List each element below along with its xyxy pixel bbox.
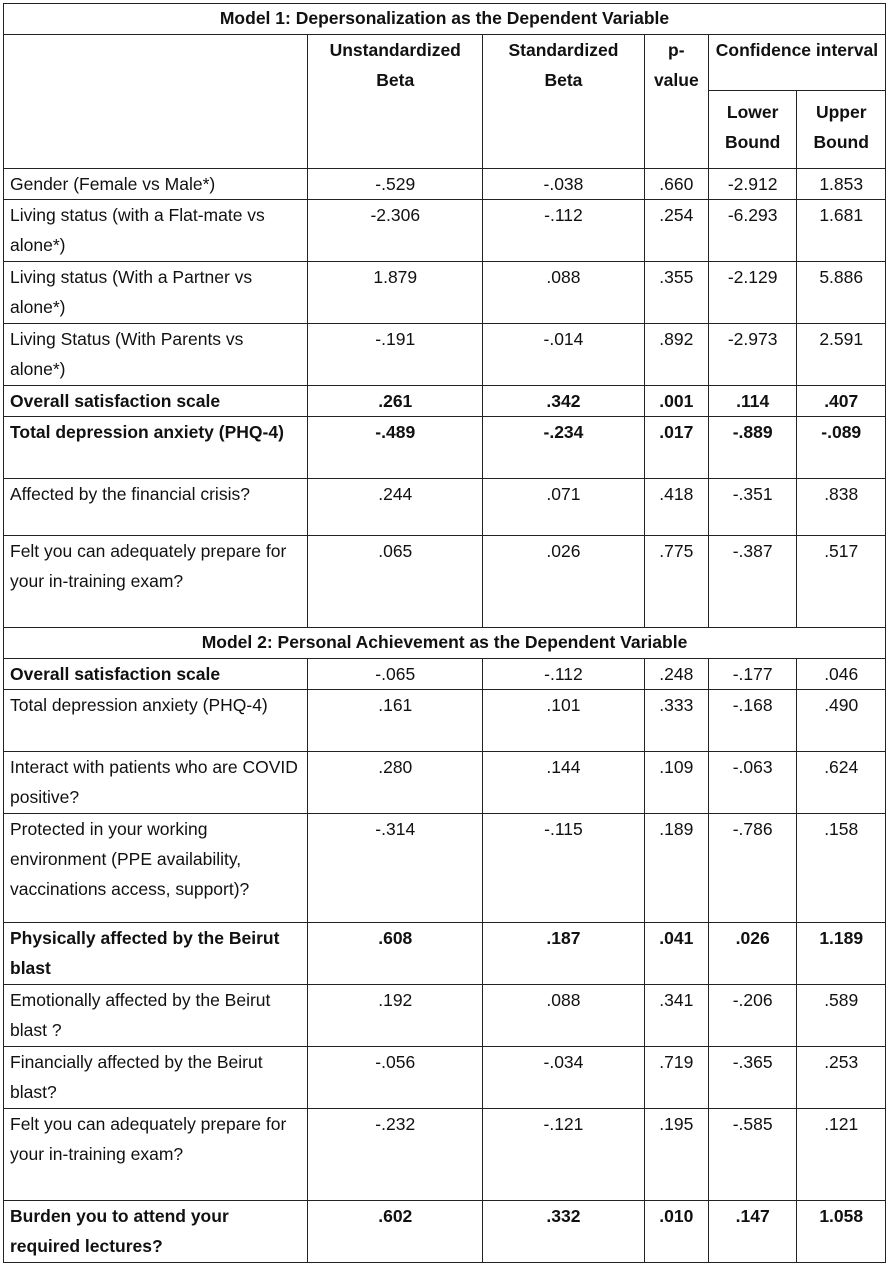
p-value-cell: .109 [644, 752, 708, 814]
header-lower-bound: Lower Bound [708, 91, 797, 169]
unstandardized-beta-cell: .065 [308, 536, 483, 628]
table-row [4, 985, 886, 1047]
p-value-cell: .355 [644, 262, 708, 324]
model2-title: Model 2: Personal Achievement as the Dependent Variable [4, 628, 886, 659]
lower-bound-cell: -.063 [708, 752, 797, 814]
standardized-beta-cell: .342 [483, 386, 645, 417]
unstandardized-beta-cell: -.056 [308, 1047, 483, 1109]
unstandardized-beta-cell: .602 [308, 1201, 483, 1263]
p-value-cell: .195 [644, 1109, 708, 1201]
model1-title: Model 1: Depersonalization as the Dependent Variable [4, 4, 886, 35]
header-p-value: p-value [644, 35, 708, 169]
upper-bound-cell: .253 [797, 1047, 886, 1109]
header-upper-bound: Upper Bound [797, 91, 886, 169]
p-value-cell: .010 [644, 1201, 708, 1263]
table-row [4, 536, 886, 628]
row-label: Overall satisfaction scale [4, 386, 308, 417]
upper-bound-cell: .624 [797, 752, 886, 814]
table-row [4, 752, 886, 814]
header-blank-cell [4, 35, 308, 169]
row-label: Overall satisfaction scale [4, 659, 308, 690]
table-row [4, 1109, 886, 1201]
p-value-cell: .248 [644, 659, 708, 690]
row-label: Physically affected by the Beirut blast [4, 923, 308, 985]
upper-bound-cell: .589 [797, 985, 886, 1047]
lower-bound-cell: -.387 [708, 536, 797, 628]
standardized-beta-cell: .187 [483, 923, 645, 985]
standardized-beta-cell: .144 [483, 752, 645, 814]
lower-bound-cell: -.177 [708, 659, 797, 690]
unstandardized-beta-cell: 1.879 [308, 262, 483, 324]
table-row [4, 169, 886, 200]
unstandardized-beta-cell: .192 [308, 985, 483, 1047]
table-row [4, 814, 886, 923]
p-value-cell: .254 [644, 200, 708, 262]
standardized-beta-cell: -.034 [483, 1047, 645, 1109]
lower-bound-cell: -.206 [708, 985, 797, 1047]
model1-title-row [4, 4, 886, 35]
lower-bound-cell: -.365 [708, 1047, 797, 1109]
lower-bound-cell: -2.912 [708, 169, 797, 200]
p-value-cell: .719 [644, 1047, 708, 1109]
unstandardized-beta-cell: -2.306 [308, 200, 483, 262]
table-row [4, 386, 886, 417]
lower-bound-cell: .147 [708, 1201, 797, 1263]
row-label: Felt you can adequately prepare for your in-training exam? [4, 536, 308, 628]
standardized-beta-cell: .071 [483, 479, 645, 536]
lower-bound-cell: -.889 [708, 417, 797, 479]
row-label: Affected by the financial crisis? [4, 479, 308, 536]
p-value-cell: .001 [644, 386, 708, 417]
table-row [4, 324, 886, 386]
unstandardized-beta-cell: -.065 [308, 659, 483, 690]
standardized-beta-cell: .026 [483, 536, 645, 628]
table-row [4, 417, 886, 479]
table-row [4, 659, 886, 690]
row-label: Total depression anxiety (PHQ-4) [4, 417, 308, 479]
standardized-beta-cell: -.234 [483, 417, 645, 479]
header-unstandardized-beta: Unstandardized Beta [308, 35, 483, 169]
unstandardized-beta-cell: .261 [308, 386, 483, 417]
row-label: Emotionally affected by the Beirut blast ? [4, 985, 308, 1047]
unstandardized-beta-cell: -.489 [308, 417, 483, 479]
upper-bound-cell: 1.058 [797, 1201, 886, 1263]
unstandardized-beta-cell: -.191 [308, 324, 483, 386]
upper-bound-cell: 5.886 [797, 262, 886, 324]
unstandardized-beta-cell: -.314 [308, 814, 483, 923]
standardized-beta-cell: .088 [483, 985, 645, 1047]
table-row [4, 1201, 886, 1263]
p-value-cell: .341 [644, 985, 708, 1047]
table-row [4, 200, 886, 262]
lower-bound-cell: -.786 [708, 814, 797, 923]
upper-bound-cell: .121 [797, 1109, 886, 1201]
lower-bound-cell: .026 [708, 923, 797, 985]
upper-bound-cell: .158 [797, 814, 886, 923]
p-value-cell: .333 [644, 690, 708, 752]
header-row-1 [4, 35, 886, 91]
p-value-cell: .041 [644, 923, 708, 985]
standardized-beta-cell: .088 [483, 262, 645, 324]
table-row [4, 690, 886, 752]
header-standardized-beta: Standardized Beta [483, 35, 645, 169]
lower-bound-cell: -.168 [708, 690, 797, 752]
row-label: Protected in your working environment (PPE availability, vaccinations access, support)? [4, 814, 308, 923]
row-label: Living status (with a Flat-mate vs alone*) [4, 200, 308, 262]
unstandardized-beta-cell: -.529 [308, 169, 483, 200]
model2-title-row [4, 628, 886, 659]
p-value-cell: .892 [644, 324, 708, 386]
standardized-beta-cell: .101 [483, 690, 645, 752]
table-row [4, 479, 886, 536]
row-label: Gender (Female vs Male*) [4, 169, 308, 200]
lower-bound-cell: -.351 [708, 479, 797, 536]
p-value-cell: .775 [644, 536, 708, 628]
standardized-beta-cell: -.112 [483, 200, 645, 262]
upper-bound-cell: 1.189 [797, 923, 886, 985]
unstandardized-beta-cell: .280 [308, 752, 483, 814]
header-confidence-interval: Confidence interval [708, 35, 885, 91]
upper-bound-cell: 1.681 [797, 200, 886, 262]
lower-bound-cell: -2.129 [708, 262, 797, 324]
unstandardized-beta-cell: .608 [308, 923, 483, 985]
upper-bound-cell: .407 [797, 386, 886, 417]
upper-bound-cell: 1.853 [797, 169, 886, 200]
row-label: Interact with patients who are COVID positive? [4, 752, 308, 814]
row-label: Financially affected by the Beirut blast? [4, 1047, 308, 1109]
table-row [4, 923, 886, 985]
upper-bound-cell: 2.591 [797, 324, 886, 386]
standardized-beta-cell: -.121 [483, 1109, 645, 1201]
p-value-cell: .189 [644, 814, 708, 923]
upper-bound-cell: .046 [797, 659, 886, 690]
standardized-beta-cell: -.038 [483, 169, 645, 200]
lower-bound-cell: -2.973 [708, 324, 797, 386]
unstandardized-beta-cell: -.232 [308, 1109, 483, 1201]
upper-bound-cell: -.089 [797, 417, 886, 479]
regression-table [3, 3, 886, 1263]
row-label: Living Status (With Parents vs alone*) [4, 324, 308, 386]
p-value-cell: .418 [644, 479, 708, 536]
row-label: Burden you to attend your required lectures? [4, 1201, 308, 1263]
row-label: Total depression anxiety (PHQ-4) [4, 690, 308, 752]
p-value-cell: .017 [644, 417, 708, 479]
row-label: Living status (With a Partner vs alone*) [4, 262, 308, 324]
unstandardized-beta-cell: .244 [308, 479, 483, 536]
unstandardized-beta-cell: .161 [308, 690, 483, 752]
lower-bound-cell: -.585 [708, 1109, 797, 1201]
lower-bound-cell: -6.293 [708, 200, 797, 262]
lower-bound-cell: .114 [708, 386, 797, 417]
upper-bound-cell: .490 [797, 690, 886, 752]
standardized-beta-cell: -.115 [483, 814, 645, 923]
table-row [4, 1047, 886, 1109]
upper-bound-cell: .838 [797, 479, 886, 536]
table-row [4, 262, 886, 324]
standardized-beta-cell: .332 [483, 1201, 645, 1263]
regression-table-body [4, 4, 886, 1263]
upper-bound-cell: .517 [797, 536, 886, 628]
row-label: Felt you can adequately prepare for your in-training exam? [4, 1109, 308, 1201]
standardized-beta-cell: -.112 [483, 659, 645, 690]
standardized-beta-cell: -.014 [483, 324, 645, 386]
p-value-cell: .660 [644, 169, 708, 200]
